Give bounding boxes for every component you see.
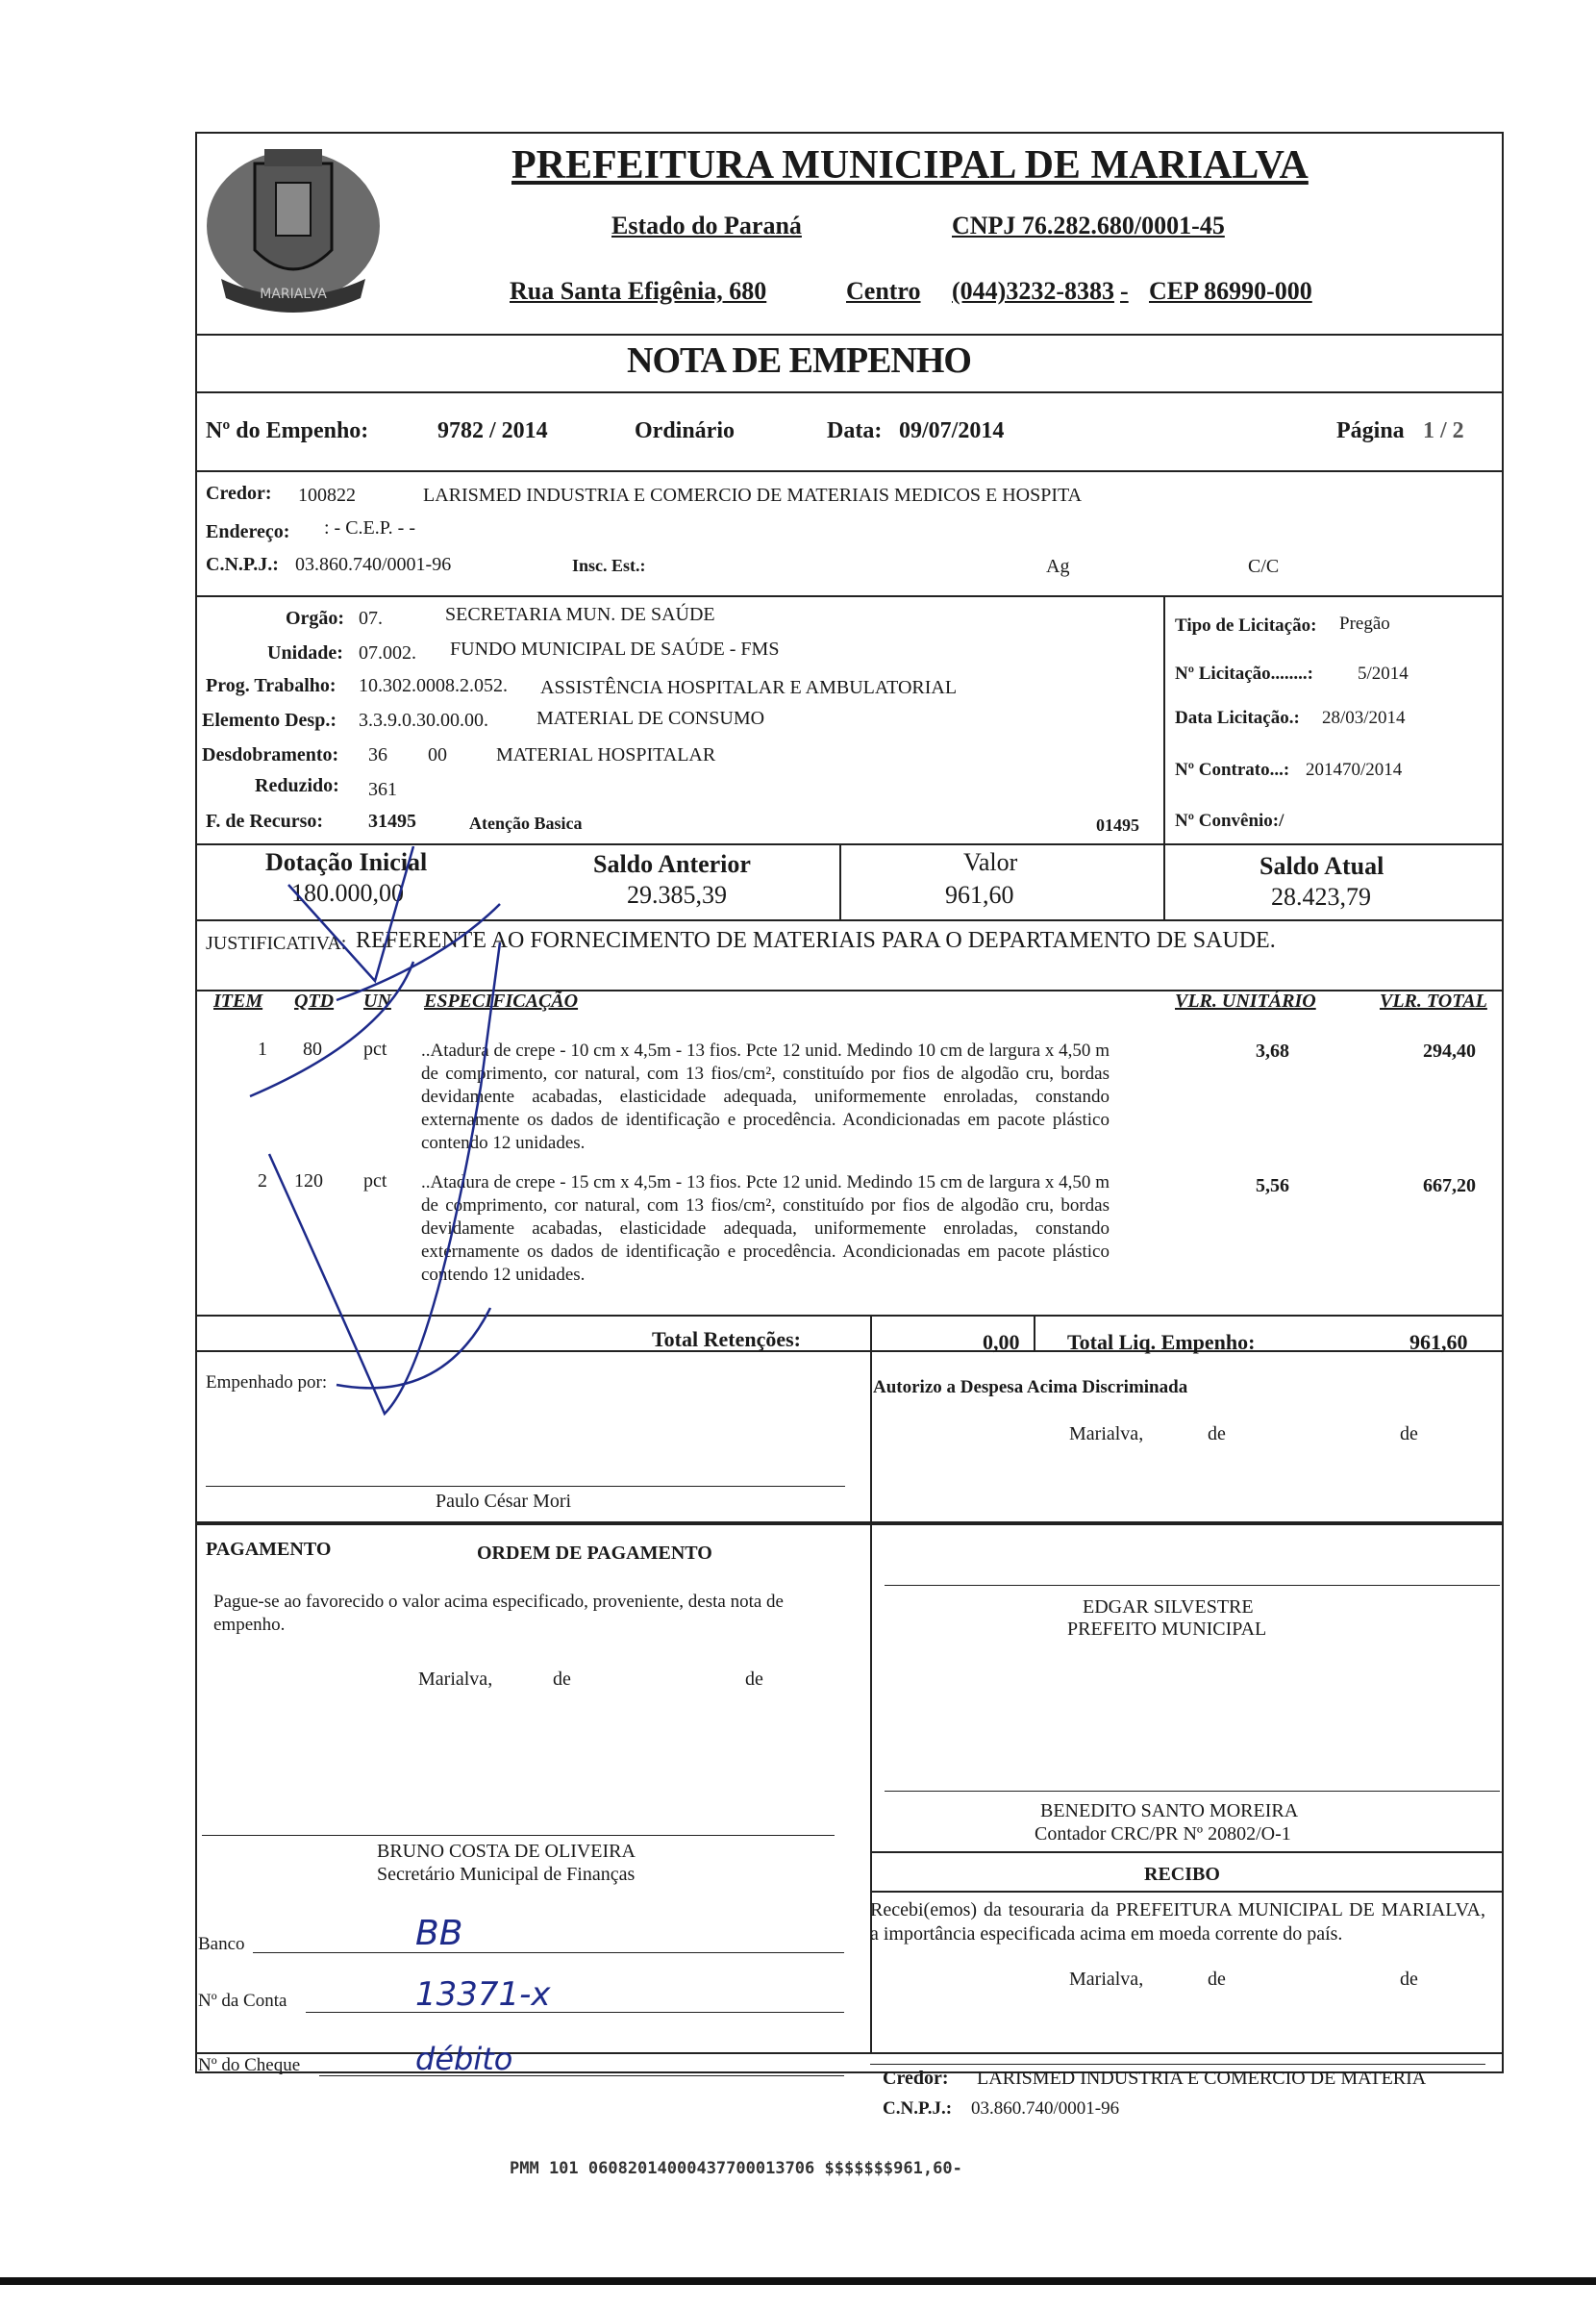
prefeito-role: PREFEITO MUNICIPAL bbox=[1067, 1619, 1267, 1640]
item-spec: ..Atadura de crepe - 10 cm x 4,5m - 13 fios. Pcte 12 unid. Medindo 10 cm de largura x 4,50 m de comprimento, cor natural, com 13 fios/cm², constituído por fios de algodão cru, bordas devidamente acabadas, elasticidade adequada, uniformemente enroladas, constando externamente os dados de identificação e procedência. Acondicionadas em pacote plástico contendo 12 unidades. bbox=[421, 1041, 1110, 1153]
cnpj-label: C.N.P.J.: bbox=[206, 554, 279, 575]
page-label: Página bbox=[1336, 418, 1405, 443]
page-number: 1 / 2 bbox=[1423, 418, 1464, 443]
reduzido-value: 361 bbox=[368, 779, 397, 800]
contador-name: BENEDITO SANTO MOREIRA bbox=[1040, 1800, 1299, 1821]
state-name: Estado do Paraná bbox=[611, 212, 802, 239]
cheque-label: Nº do Cheque bbox=[198, 2055, 301, 2075]
insc-est-label: Insc. Est.: bbox=[572, 556, 646, 575]
recibo-place: Marialva, bbox=[1069, 1969, 1144, 1990]
retencoes-label: Total Retenções: bbox=[652, 1327, 801, 1351]
recibo-de2: de bbox=[1400, 1969, 1418, 1990]
address-value: : - C.E.P. - - bbox=[324, 517, 415, 539]
tipo-licitacao-label: Tipo de Licitação: bbox=[1175, 615, 1317, 636]
recibo-cnpj: 03.860.740/0001-96 bbox=[971, 2098, 1120, 2119]
fonte-code: 31495 bbox=[368, 811, 416, 832]
desdobramento-label: Desdobramento: bbox=[202, 744, 339, 765]
retencoes-value: 0,00 bbox=[983, 1330, 1020, 1354]
pagamento-place: Marialva, bbox=[418, 1669, 493, 1690]
col-total: VLR. TOTAL bbox=[1380, 991, 1487, 1012]
item-number: 1 bbox=[258, 1039, 267, 1060]
col-spec: ESPECIFICAÇÃO bbox=[424, 991, 579, 1012]
empenhado-label: Empenhado por: bbox=[206, 1372, 328, 1393]
autorizo-label: Autorizo a Despesa Acima Discriminada bbox=[873, 1377, 1188, 1397]
recibo-cnpj-label: C.N.P.J.: bbox=[883, 2098, 953, 2119]
address-label: Endereço: bbox=[206, 521, 290, 542]
item-number: 2 bbox=[258, 1170, 267, 1192]
dotacao-label: Dotação Inicial bbox=[265, 848, 428, 876]
prefeito-name: EDGAR SILVESTRE bbox=[1083, 1596, 1254, 1618]
data-licitacao: 28/03/2014 bbox=[1322, 708, 1406, 728]
autorizo-de2: de bbox=[1400, 1423, 1418, 1444]
recibo-credor-label: Credor: bbox=[883, 2068, 949, 2089]
prog-code: 10.302.0008.2.052. bbox=[359, 675, 508, 696]
recibo-text: Recebi(emos) da tesouraria da PREFEITURA MUNICIPAL DE MARIALVA, a importância especificada acima em moeda corrente do país. bbox=[870, 1899, 1485, 1945]
recibo-credor: LARISMED INDUSTRIA E COMERCIO DE MATERIA bbox=[977, 2068, 1427, 2089]
secretario-role: Secretário Municipal de Finanças bbox=[377, 1864, 636, 1885]
recibo-label: RECIBO bbox=[1144, 1864, 1220, 1885]
autorizo-de1: de bbox=[1208, 1423, 1226, 1444]
cc-label: C/C bbox=[1248, 556, 1280, 577]
desdobramento-code: 36 bbox=[368, 744, 387, 765]
unidade-code: 07.002. bbox=[359, 642, 416, 664]
recibo-de1: de bbox=[1208, 1969, 1226, 1990]
contrato-label: Nº Contrato...: bbox=[1175, 760, 1290, 780]
cnpj-header: CNPJ 76.282.680/0001-45 bbox=[952, 212, 1225, 239]
contrato-number: 201470/2014 bbox=[1306, 760, 1403, 780]
item-spec: ..Atadura de crepe - 15 cm x 4,5m - 13 fios. Pcte 12 unid. Medindo 15 cm de largura x 4,50 m de comprimento, cor natural, com 13 fios/cm², constituído por fios de algodão cru, bordas devidamente acabadas, elasticidade adequada, uniformemente enroladas, constando externamente os dados de identificação e procedência. Acondicionadas em pacote plástico contendo 12 unidades. bbox=[421, 1172, 1110, 1285]
credor-cnpj: 03.860.740/0001-96 bbox=[295, 554, 452, 575]
ordem-pagamento-label: ORDEM DE PAGAMENTO bbox=[477, 1543, 712, 1564]
svg-text:MARIALVA: MARIALVA bbox=[260, 287, 327, 302]
item-qty: 80 bbox=[303, 1039, 322, 1060]
banco-value: BB bbox=[415, 1914, 463, 1953]
prog-name: ASSISTÊNCIA HOSPITALAR E AMBULATORIAL bbox=[540, 677, 958, 698]
total-liq-value: 961,60 bbox=[1409, 1330, 1468, 1354]
contador-role: Contador CRC/PR Nº 20802/O-1 bbox=[1035, 1823, 1291, 1845]
item-unit: pct bbox=[363, 1039, 387, 1060]
item-unit-price: 3,68 bbox=[1256, 1041, 1289, 1062]
date-label: Data: bbox=[827, 418, 883, 443]
pagamento-de2: de bbox=[745, 1669, 763, 1690]
secretario-name: BRUNO COSTA DE OLIVEIRA bbox=[377, 1841, 636, 1862]
conta-value: 13371-x bbox=[415, 1975, 551, 2014]
desdobramento-name: MATERIAL HOSPITALAR bbox=[496, 744, 716, 765]
fonte-name: Atenção Basica bbox=[469, 814, 583, 833]
item-total: 667,20 bbox=[1423, 1175, 1476, 1196]
district: Centro bbox=[846, 277, 921, 305]
justificativa-label: JUSTIFICATIVA: bbox=[206, 933, 347, 954]
document-type-title: NOTA DE EMPENHO bbox=[627, 340, 971, 381]
elemento-label: Elemento Desp.: bbox=[202, 710, 337, 731]
saldo-anterior: 29.385,39 bbox=[627, 881, 727, 909]
saldo-atual: 28.423,79 bbox=[1271, 883, 1371, 911]
autorizo-place: Marialva, bbox=[1069, 1423, 1144, 1444]
saldo-atual-label: Saldo Atual bbox=[1259, 852, 1384, 880]
empenhado-name: Paulo César Mori bbox=[436, 1491, 572, 1512]
unidade-name: FUNDO MUNICIPAL DE SAÚDE - FMS bbox=[450, 639, 780, 660]
desdobramento-sub: 00 bbox=[428, 744, 447, 765]
page-title: PREFEITURA MUNICIPAL DE MARIALVA bbox=[511, 143, 1309, 188]
tipo-licitacao: Pregão bbox=[1339, 614, 1390, 634]
convenio-label: Nº Convênio:/ bbox=[1175, 811, 1284, 831]
justificativa-text: REFERENTE AO FORNECIMENTO DE MATERIAIS PARA O DEPARTAMENTO DE SAUDE. bbox=[356, 928, 1276, 953]
item-unit: pct bbox=[363, 1170, 387, 1192]
pagamento-de1: de bbox=[553, 1669, 571, 1690]
elemento-code: 3.3.9.0.30.00.00. bbox=[359, 710, 488, 731]
col-unit-price: VLR. UNITÁRIO bbox=[1175, 991, 1316, 1012]
empenho-type: Ordinário bbox=[635, 418, 736, 443]
handwritten-signature-mark bbox=[192, 846, 625, 1462]
ag-label: Ag bbox=[1046, 556, 1070, 577]
empenho-number: 9782 / 2014 bbox=[437, 418, 548, 443]
credor-label: Credor: bbox=[206, 483, 272, 504]
item-qty: 120 bbox=[294, 1170, 323, 1192]
col-item: ITEM bbox=[213, 991, 263, 1012]
fonte-number: 01495 bbox=[1096, 816, 1139, 835]
empenho-date: 09/07/2014 bbox=[899, 418, 1005, 443]
total-liq-label: Total Liq. Empenho: bbox=[1067, 1330, 1256, 1354]
conta-label: Nº da Conta bbox=[198, 1991, 287, 2011]
valor-label: Valor bbox=[963, 848, 1018, 876]
fonte-label: F. de Recurso: bbox=[206, 811, 324, 832]
col-un: UN bbox=[363, 991, 391, 1012]
dotacao-value: 180.000,00 bbox=[291, 879, 404, 907]
item-total: 294,40 bbox=[1423, 1041, 1476, 1062]
saldo-anterior-label: Saldo Anterior bbox=[593, 850, 751, 878]
bottom-border bbox=[0, 2277, 1596, 2285]
data-licitacao-label: Data Licitação.: bbox=[1175, 708, 1300, 728]
elemento-name: MATERIAL DE CONSUMO bbox=[536, 708, 765, 729]
barcode-text: PMM 101 06082014000437700013706 $$$$$$$961,60- bbox=[510, 2159, 962, 2178]
valor: 961,60 bbox=[945, 881, 1014, 909]
orgao-label: Orgão: bbox=[286, 608, 345, 629]
prog-label: Prog. Trabalho: bbox=[206, 675, 337, 696]
address-separator: - bbox=[1120, 277, 1129, 305]
credor-code: 100822 bbox=[298, 485, 356, 506]
pagamento-label: PAGAMENTO bbox=[206, 1539, 332, 1560]
empenho-number-label: Nº do Empenho: bbox=[206, 418, 369, 443]
banco-label: Banco bbox=[198, 1934, 245, 1954]
unidade-label: Unidade: bbox=[267, 642, 343, 664]
numero-licitacao-label: Nº Licitação........: bbox=[1175, 664, 1313, 684]
col-qtd: QTD bbox=[294, 991, 335, 1012]
cheque-value: débito bbox=[415, 2041, 513, 2077]
credor-name: LARISMED INDUSTRIA E COMERCIO DE MATERIAIS MEDICOS E HOSPITA bbox=[423, 485, 1083, 506]
orgao-code: 07. bbox=[359, 608, 383, 629]
pagamento-text: Pague-se ao favorecido o valor acima especificado, proveniente, desta nota de empenho. bbox=[213, 1592, 784, 1635]
item-unit-price: 5,56 bbox=[1256, 1175, 1289, 1196]
orgao-name: SECRETARIA MUN. DE SAÚDE bbox=[445, 604, 715, 625]
numero-licitacao: 5/2014 bbox=[1358, 664, 1409, 684]
street-address: Rua Santa Efigênia, 680 bbox=[510, 277, 767, 305]
cep: CEP 86990-000 bbox=[1149, 277, 1312, 305]
reduzido-label: Reduzido: bbox=[255, 775, 339, 796]
phone: (044)3232-8383 bbox=[952, 277, 1114, 305]
